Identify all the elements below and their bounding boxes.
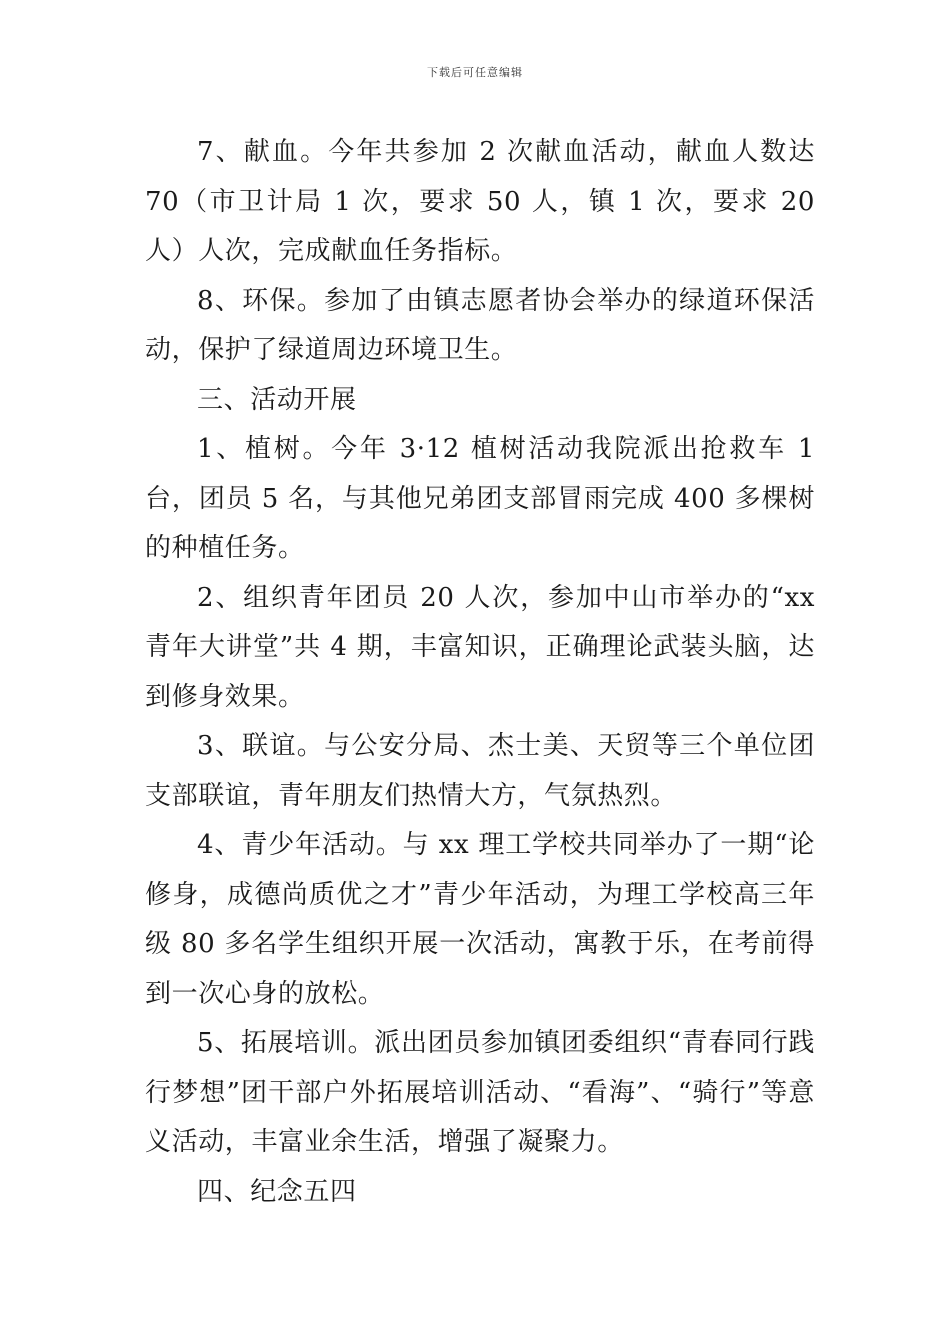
paragraph-environment: 8、环保。参加了由镇志愿者协会举办的绿道环保活动，保护了绿道周边环境卫生。 — [145, 285, 815, 365]
paragraph-youth-activity: 4、青少年活动。与 xx 理工学校共同举办了一期“论修身，成德尚质优之才”青少年活动，为理工学校高三年级 80 多名学生组织开展一次活动，寓教于乐，在考前得到一次心身的放松。 — [145, 830, 815, 1009]
document-body — [145, 128, 815, 1217]
paragraph-blood-donation: 7、献血。今年共参加 2 次献血活动，献血人数达 70（市卫计局 1 次，要求 50 人，镇 1 次，要求 20 人）人次，完成献血任务指标。 — [145, 137, 815, 266]
paragraph-tree-planting: 1、植树。今年 3·12 植树活动我院派出抢救车 1 台，团员 5 名，与其他兄弟团支部冒雨完成 400 多棵树的种植任务。 — [145, 434, 815, 563]
section-heading-activities: 三、活动开展 — [197, 384, 357, 415]
paragraph-fellowship: 3、联谊。与公安分局、杰士美、天贸等三个单位团支部联谊，青年朋友们热情大方，气氛热烈。 — [145, 731, 815, 811]
paragraph-youth-lecture: 2、组织青年团员 20 人次，参加中山市举办的“xx 青年大讲堂”共 4 期，丰富知识，正确理论武装头脑，达到修身效果。 — [145, 582, 815, 712]
header-note: 下载后可任意编辑 — [427, 66, 523, 79]
section-heading-may-fourth: 四、纪念五四 — [197, 1176, 357, 1207]
paragraph-outreach-training: 5、拓展培训。派出团员参加镇团委组织“青春同行践行梦想”团干部户外拓展培训活动、“看海”、“骑行”等意义活动，丰富业余生活，增强了凝聚力。 — [145, 1028, 815, 1157]
